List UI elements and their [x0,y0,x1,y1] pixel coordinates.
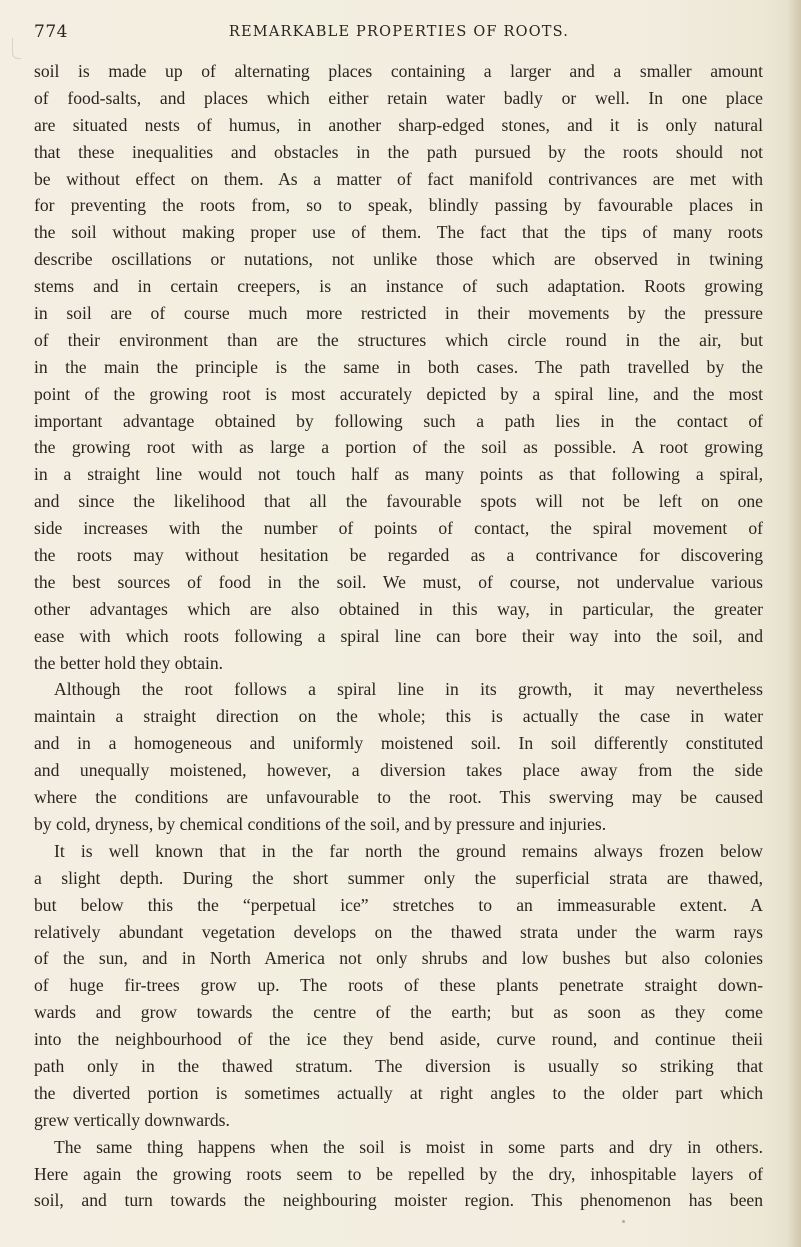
running-title: REMARKABLE PROPERTIES OF ROOTS. [228,24,570,40]
text-line: It is well known that in the far north the ground remains always frozen below [54,840,763,861]
text-line: stems and in certain creepers, is an instance of such adaptation. Roots growing [34,276,763,297]
text-line: soil, and turn towards the neighbouring moister region. This phenomenon has been [34,1190,763,1211]
text-line: and since the likelihood that all the favourable spots will not be left on one [34,491,763,512]
text-line: the best sources of food in the soil. We must, of course, not undervalue various [34,571,763,592]
text-line: important advantage obtained by following such a path lies in the contact of [34,410,763,431]
text-line: Here again the growing roots seem to be repelled by the dry, inhospitable layers of [34,1163,763,1184]
text-line: The same thing happens when the soil is moist in some parts and dry in others. [54,1136,763,1157]
text-line: the better hold they obtain. [34,652,224,673]
text-line: grew vertically downwards. [34,1109,230,1130]
text-line: are situated nests of humus, in another sharp-edged stones, and it is only natural [34,114,763,135]
page-number: 774 [34,22,68,42]
text-line: the roots may without hesitation be regarded as a contrivance for discovering [34,545,763,566]
text-line: the diverted portion is sometimes actually at right angles to the older part which [34,1082,763,1103]
text-line: by cold, dryness, by chemical conditions of the soil, and by pressure and injuries. [34,813,607,834]
text-line: the growing root with as large a portion of the soil as possible. A root growing [34,437,763,458]
text-line: Although the root follows a spiral line in its growth, it may nevertheless [54,679,763,700]
text-line: in soil are of course much more restricted in their movements by the pressure [34,303,763,324]
margin-mark [12,38,21,59]
text-line: ease with which roots following a spiral line can bore their way into the soil, and [34,625,763,646]
text-line: maintain a straight direction on the whole; this is actually the case in water [34,706,763,727]
body-text [34,58,763,1214]
text-line: be without effect on them. As a matter of fact manifold contrivances are met with [34,168,763,189]
text-line: in a straight line would not touch half as many points as that following a spiral, [34,464,763,485]
text-line: wards and grow towards the centre of the earth; but as soon as they come [34,1002,763,1023]
text-line: other advantages which are also obtained in this way, in particular, the greater [34,598,763,619]
text-line: point of the growing root is most accurately depicted by a spiral line, and the most [34,383,763,404]
text-line: and unequally moistened, however, a diversion takes place away from the side [34,760,763,781]
text-line: for preventing the roots from, so to speak, blindly passing by favourable places in [34,195,763,216]
text-line: of food-salts, and places which either retain water badly or well. In one place [34,87,763,108]
text-line: that these inequalities and obstacles in the path pursued by the roots should not [34,141,763,162]
page-header [34,22,764,46]
text-line: of their environment than are the structures which circle round in the air, but [34,329,763,350]
text-line: the soil without making proper use of them. The fact that the tips of many roots [34,222,763,243]
text-line: of the sun, and in North America not only shrubs and low bushes but also colonies [34,948,763,969]
text-line: of huge fir-trees grow up. The roots of these plants penetrate straight down- [34,975,763,996]
text-line: and in a homogeneous and uniformly moistened soil. In soil differently constituted [34,733,763,754]
page-edge-shadow [787,0,801,1247]
text-line: soil is made up of alternating places containing a larger and a smaller amount [34,61,763,81]
text-line: side increases with the number of points of contact, the spiral movement of [34,518,763,539]
text-line: describe oscillations or nutations, not unlike those which are observed in twining [34,249,763,270]
text-line: in the main the principle is the same in both cases. The path travelled by the [34,356,763,377]
print-speck [622,1220,625,1223]
text-line: path only in the thawed stratum. The diversion is usually so striking that [34,1055,763,1076]
text-line: where the conditions are unfavourable to the root. This swerving may be caused [34,787,763,808]
text-line: relatively abundant vegetation develops on the thawed strata under the warm rays [34,921,763,942]
text-line: a slight depth. During the short summer only the superficial strata are thawed, [34,867,763,888]
text-line: into the neighbourhood of the ice they bend aside, curve round, and continue theii [34,1029,763,1050]
text-line: but below this the “perpetual ice” stretches to an immeasurable extent. A [34,894,763,915]
